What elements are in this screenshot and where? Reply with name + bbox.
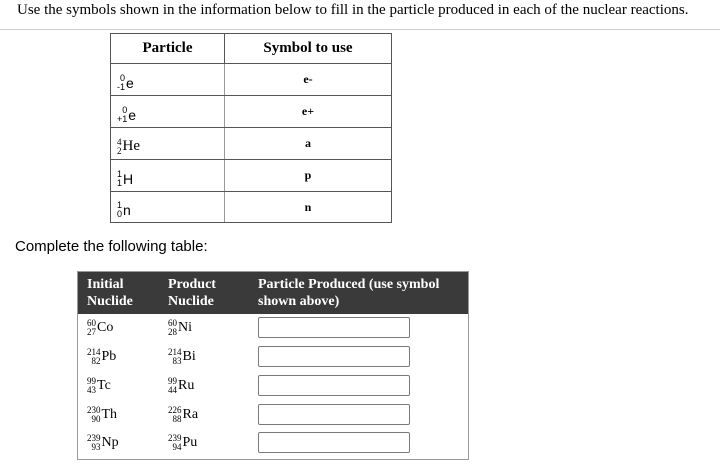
symbol-to-use: a — [225, 128, 392, 160]
reaction-row — [78, 314, 468, 343]
mass-number: 214 — [168, 347, 182, 357]
mass-number: 239 — [168, 433, 182, 443]
reactions-table — [77, 271, 469, 460]
element-symbol: Tc — [97, 378, 111, 393]
mass-number: 239 — [87, 433, 101, 443]
element-symbol: Bi — [182, 349, 196, 364]
atomic-number: 1 — [117, 177, 123, 188]
atomic-number: 93 — [91, 442, 101, 452]
header-text: Nuclide — [87, 294, 133, 309]
atomic-number: 43 — [87, 385, 96, 395]
product-nuclide — [168, 348, 196, 366]
legend-row — [111, 64, 392, 96]
legend-header-particle: Particle — [111, 34, 225, 64]
mass-number: 99 — [168, 376, 177, 386]
element-symbol: Ni — [178, 320, 192, 335]
element-symbol: Pb — [101, 349, 117, 364]
particle-symbol — [117, 201, 131, 219]
legend-header-row — [111, 34, 392, 64]
legend-row — [111, 128, 392, 160]
legend-row — [111, 160, 392, 192]
particle-answer-input[interactable] — [258, 375, 410, 396]
reaction-row — [78, 401, 468, 430]
element-symbol: Th — [101, 407, 118, 422]
reaction-row — [78, 343, 468, 372]
legend-row — [111, 96, 392, 128]
atomic-number: 27 — [87, 327, 96, 337]
mass-number: 0 — [120, 72, 126, 83]
mass-number: 226 — [168, 405, 182, 415]
element-symbol: e — [126, 74, 134, 91]
product-nuclide — [168, 434, 197, 452]
symbol-to-use: e+ — [225, 96, 392, 128]
symbol-to-use: e- — [225, 64, 392, 96]
element-symbol: Np — [101, 435, 119, 450]
atomic-number: 44 — [168, 385, 177, 395]
mass-number: 230 — [87, 405, 101, 415]
particle-symbol — [117, 74, 134, 92]
instructions-text: Use the symbols shown in the information below to fill in the particle produced in each of the nuclear reactions. — [17, 2, 689, 18]
product-nuclide — [168, 406, 198, 424]
atomic-number: 2 — [117, 145, 122, 156]
atomic-number: 0 — [117, 209, 123, 219]
header-product-nuclide — [168, 276, 216, 310]
reactions-header — [78, 272, 468, 314]
header-text: Product — [168, 277, 216, 292]
element-symbol: e — [128, 106, 137, 123]
atomic-number: 90 — [91, 414, 101, 424]
header-text: Initial — [87, 277, 124, 292]
mass-number: 214 — [87, 347, 101, 357]
initial-nuclide — [87, 348, 116, 366]
element-symbol: He — [122, 138, 140, 154]
mass-number: 4 — [117, 136, 122, 147]
divider — [0, 29, 720, 30]
mass-number: 60 — [87, 318, 96, 328]
atomic-number: 82 — [91, 356, 101, 366]
element-symbol: H — [123, 170, 134, 187]
element-symbol: Ra — [182, 407, 199, 422]
initial-nuclide — [87, 434, 119, 452]
legend-row — [111, 192, 392, 223]
reaction-row — [78, 372, 468, 401]
atomic-number: -1 — [117, 81, 126, 92]
product-nuclide — [168, 319, 192, 337]
mass-number: 1 — [117, 200, 123, 210]
particle-answer-input[interactable] — [258, 317, 410, 338]
particle-symbol — [117, 170, 133, 188]
symbol-to-use: n — [225, 192, 392, 223]
reaction-row — [78, 429, 468, 458]
atomic-number: 28 — [168, 327, 177, 337]
initial-nuclide — [87, 319, 113, 337]
mass-number: 1 — [117, 168, 123, 179]
header-initial-nuclide — [87, 276, 133, 310]
product-nuclide — [168, 377, 194, 395]
atomic-number: 83 — [172, 356, 182, 366]
particle-answer-input[interactable] — [258, 404, 410, 425]
complete-table-label: Complete the following table: — [15, 238, 208, 255]
legend-header-symbol: Symbol to use — [225, 34, 392, 64]
atomic-number: +1 — [117, 113, 128, 124]
particle-answer-input[interactable] — [258, 432, 410, 453]
mass-number: 99 — [87, 376, 96, 386]
particle-symbol — [117, 138, 140, 156]
element-symbol: n — [123, 202, 131, 218]
symbol-to-use: p — [225, 160, 392, 192]
particle-answer-input[interactable] — [258, 346, 410, 367]
header-text: shown above) — [258, 294, 340, 309]
symbol-legend-table — [110, 33, 392, 223]
element-symbol: Pu — [182, 435, 198, 450]
header-text: Nuclide — [168, 294, 214, 309]
header-particle-produced — [258, 276, 439, 310]
mass-number: 60 — [168, 318, 177, 328]
element-symbol: Co — [97, 320, 114, 335]
header-text: Particle Produced (use symbol — [258, 277, 440, 292]
mass-number: 0 — [122, 104, 128, 115]
atomic-number: 88 — [172, 414, 182, 424]
atomic-number: 94 — [172, 442, 182, 452]
initial-nuclide — [87, 406, 117, 424]
element-symbol: Ru — [178, 378, 195, 393]
particle-symbol — [117, 106, 136, 124]
initial-nuclide — [87, 377, 111, 395]
